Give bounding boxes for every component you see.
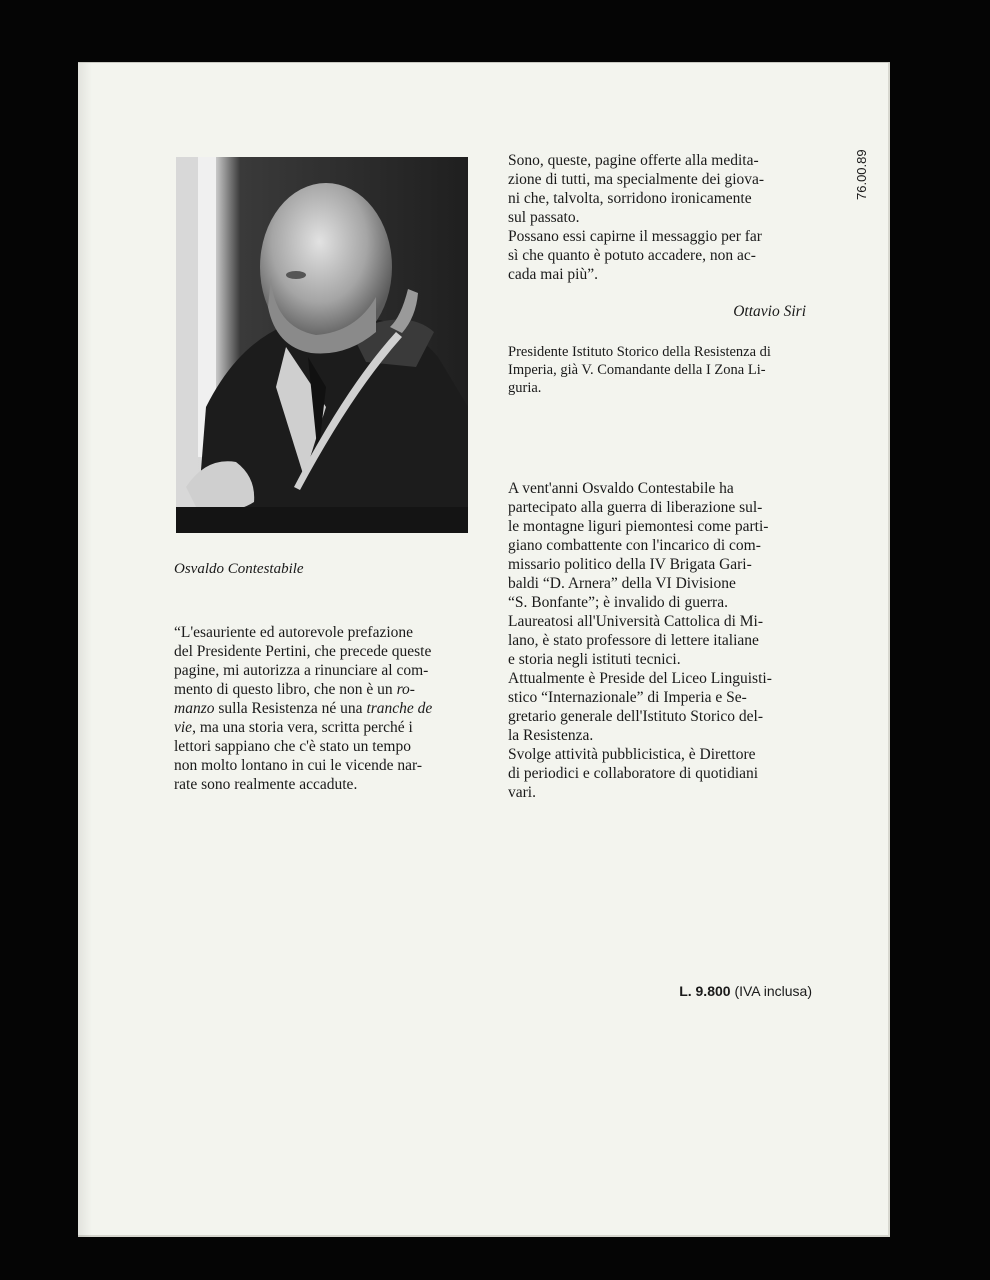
text-line: Possano essi capirne il messaggio per far (508, 228, 762, 245)
text-line: di periodici e collaboratore di quotidiani (508, 765, 759, 782)
text-line: sì che quanto è potuto accadere, non ac- (508, 247, 756, 264)
cover-edge-shadow (78, 63, 92, 1237)
catalog-code: 76.00.89 (854, 149, 869, 200)
photo-caption: Osvaldo Contestabile (174, 561, 304, 577)
text-line: baldi “D. Arnera” della VI Divisione (508, 575, 736, 592)
italic-run: tranche de (366, 700, 433, 717)
text-line: Presidente Istituto Storico della Resistenza di (508, 344, 771, 360)
portrait-photo-icon (176, 157, 468, 533)
text-line: “S. Bonfante”; è invalido di guerra. (508, 594, 728, 611)
text-line: cada mai più”. (508, 266, 598, 283)
text-line: stico “Internazionale” di Imperia e Se- (508, 689, 747, 706)
text-line: Imperia, già V. Comandante della I Zona Li- (508, 362, 766, 378)
siri-quote (508, 151, 808, 284)
price-label (668, 983, 812, 999)
text-run: mento di questo libro, che non è un (174, 681, 397, 698)
text-line: Svolge attività pubblicistica, è Direttore (508, 746, 756, 763)
author-biography (508, 479, 808, 802)
preface-quote (174, 623, 470, 794)
signature-role (508, 343, 808, 397)
text-line: partecipato alla guerra di liberazione sul- (508, 499, 763, 516)
text-line: non molto lontano in cui le vicende nar- (174, 757, 423, 774)
price-note: (IVA inclusa) (730, 983, 812, 999)
book-back-cover (78, 62, 890, 1237)
text-line: rate sono realmente accadute. (174, 776, 358, 793)
text-line: “L'esauriente ed autorevole prefazione (174, 624, 414, 641)
italic-run: vie (174, 719, 193, 736)
text-run: sulla Resistenza né una (214, 700, 367, 717)
text-line: e storia negli istituti tecnici. (508, 651, 681, 668)
text-line: Laureatosi all'Università Cattolica di Mi- (508, 613, 764, 630)
text-line: guria. (508, 380, 542, 396)
text-line: sul passato. (508, 209, 580, 226)
author-portrait-photo (176, 157, 468, 533)
text-line: Sono, queste, pagine offerte alla medita- (508, 152, 759, 169)
text-line: vari. (508, 784, 536, 801)
text-line: le montagne liguri piemontesi come parti- (508, 518, 769, 535)
text-line (174, 699, 470, 718)
text-run: , ma una storia vera, scritta perché i (192, 719, 413, 736)
text-line: pagine, mi autorizza a rinunciare al com- (174, 662, 429, 679)
italic-run: manzo (174, 700, 215, 717)
text-line (174, 718, 470, 737)
text-line: missario politico della IV Brigata Gari- (508, 556, 752, 573)
price-amount: L. 9.800 (679, 983, 731, 999)
text-line: la Resistenza. (508, 727, 594, 744)
text-line: zione di tutti, ma specialmente dei giova- (508, 171, 765, 188)
text-line: lano, è stato professore di lettere italiane (508, 632, 759, 649)
text-line (174, 680, 470, 699)
text-line: Attualmente è Preside del Liceo Linguisti- (508, 670, 772, 687)
text-line: lettori sappiano che c'è stato un tempo (174, 738, 411, 755)
italic-run: ro- (396, 681, 415, 698)
text-line: del Presidente Pertini, che precede queste (174, 643, 432, 660)
text-line: A vent'anni Osvaldo Contestabile ha (508, 480, 734, 497)
text-line: ni che, talvolta, sorridono ironicamente (508, 190, 752, 207)
signature-name: Ottavio Siri (733, 303, 806, 320)
text-line: giano combattente con l'incarico di com- (508, 537, 761, 554)
text-line: gretario generale dell'Istituto Storico del- (508, 708, 764, 725)
